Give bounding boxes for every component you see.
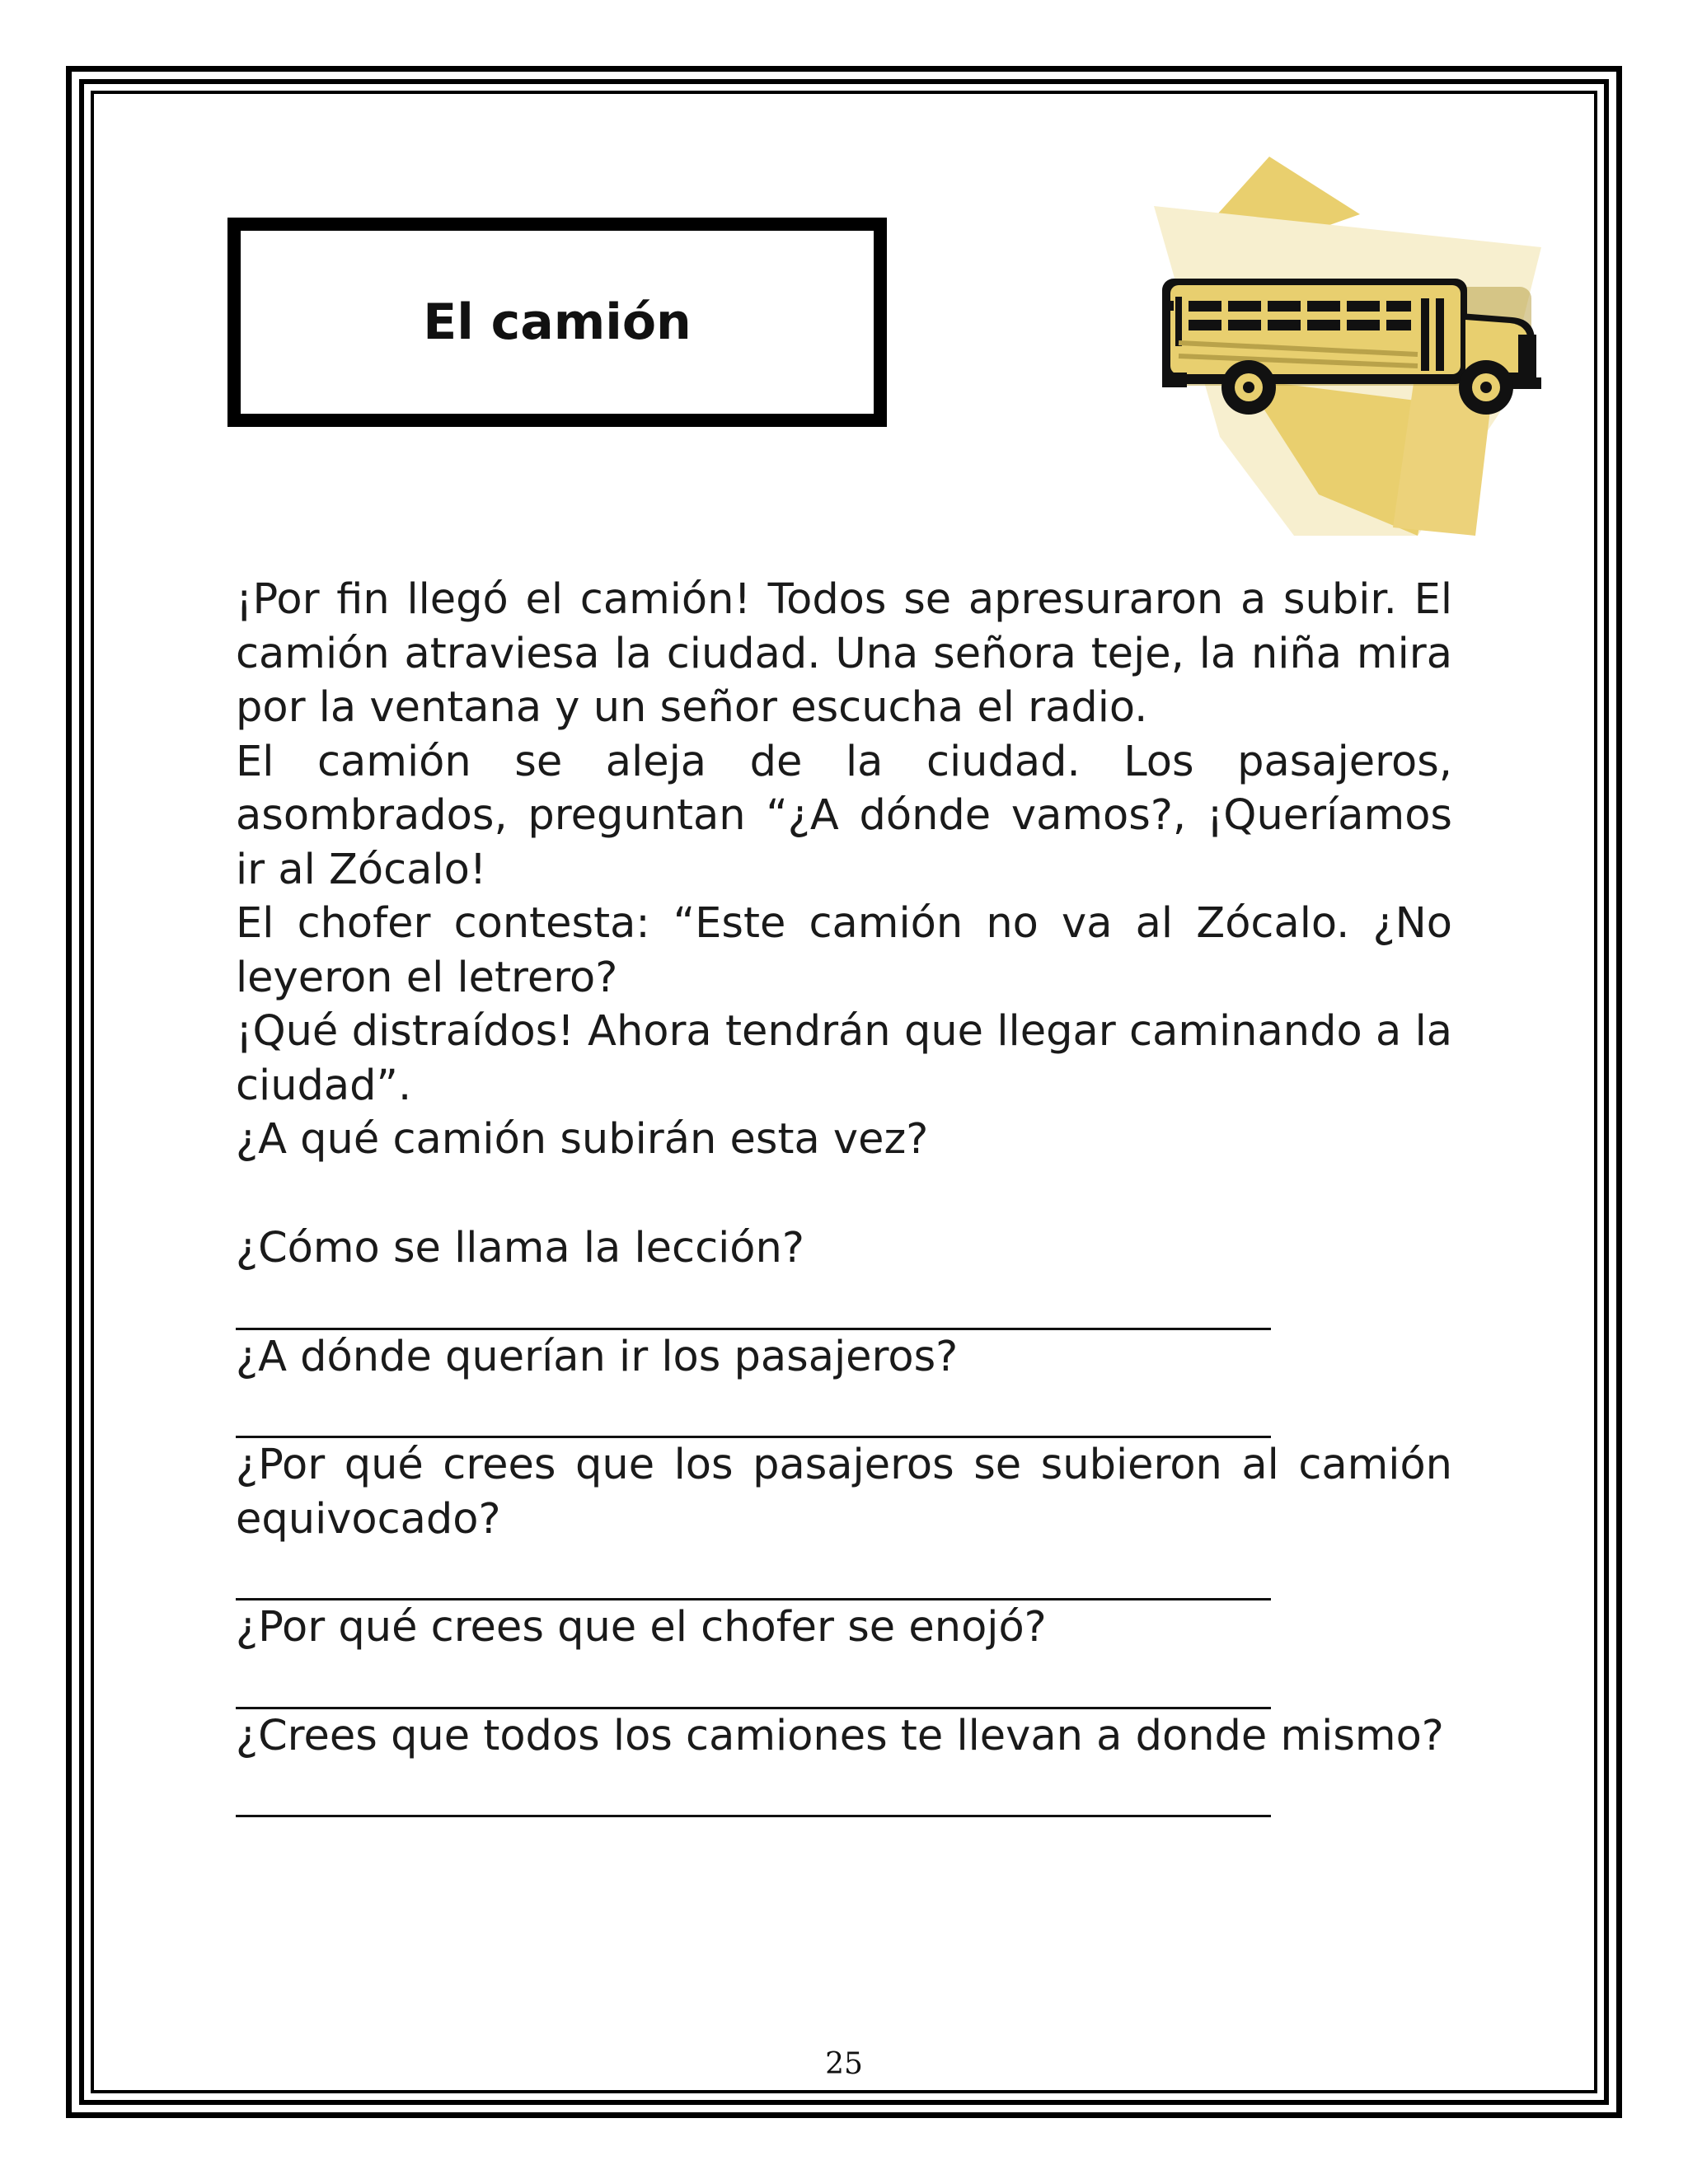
school-bus-icon — [1146, 140, 1558, 552]
answer-line[interactable] — [236, 1763, 1271, 1817]
answer-line[interactable] — [236, 1384, 1271, 1438]
story-paragraph: El chofer contesta: “Este camión no va al Zócalo. ¿No leyeron el letrero? — [236, 899, 1452, 1002]
story-text — [236, 573, 1452, 1167]
question-list — [236, 1221, 1489, 1817]
question: ¿Cómo se llama la lección? — [236, 1224, 804, 1272]
page-title: El camión — [423, 293, 692, 351]
question: ¿Crees que todos los camiones te llevan a donde mismo? — [236, 1711, 1444, 1760]
answer-line[interactable] — [236, 1546, 1271, 1601]
answer-line[interactable] — [236, 1655, 1271, 1709]
answer-line[interactable] — [236, 1276, 1271, 1330]
story-paragraph: El camión se aleja de la ciudad. Los pasajeros, asombrados, preguntan “¿A dónde vamos?, ¡Queríamos ir al Zócalo! — [236, 737, 1452, 894]
question: ¿A dónde querían ir los pasajeros? — [236, 1332, 959, 1381]
story-paragraph: ¡Qué distraídos! Ahora tendrán que llegar caminando a la ciudad”. — [236, 1007, 1452, 1110]
story-paragraph: ¡Por fin llegó el camión! Todos se apresuraron a subir. El camión atraviesa la ciudad. Una señora teje, la niña mira por la ventana y un señor escucha el radio. — [236, 575, 1452, 732]
page-number: 25 — [825, 2047, 863, 2081]
story-paragraph: ¿A qué camión subirán esta vez? — [236, 1115, 929, 1164]
school-bus-illustration — [1146, 140, 1558, 552]
question: ¿Por qué crees que el chofer se enojó? — [236, 1603, 1047, 1652]
title-box — [227, 218, 887, 427]
question: ¿Por qué crees que los pasajeros se subieron al camión equivocado? — [236, 1441, 1452, 1544]
